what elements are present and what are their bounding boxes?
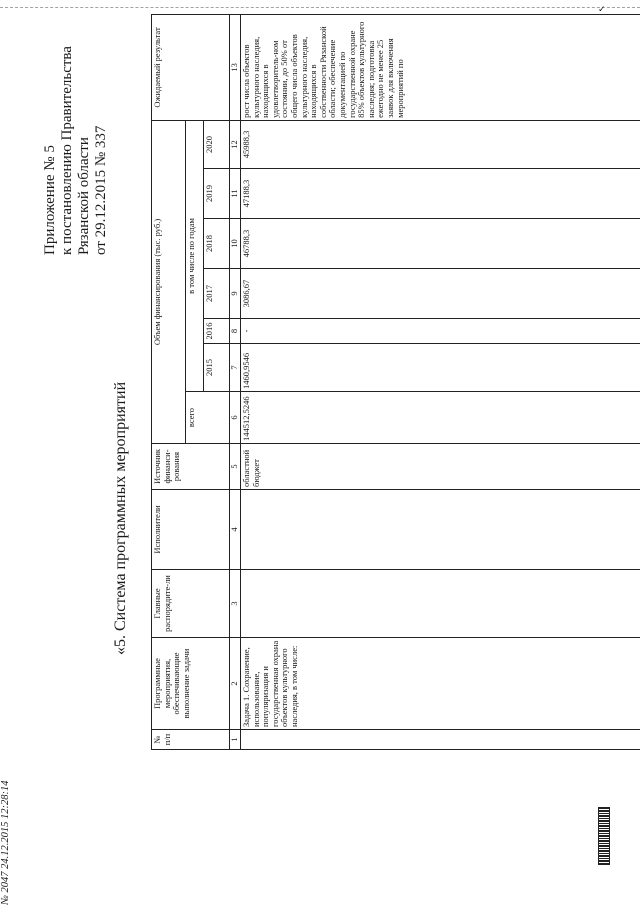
appendix-resolution: к постановлению Правительства — [59, 46, 75, 255]
row-2018: 46788,3 — [241, 219, 640, 269]
header-managers: Главные распорядите-ли — [152, 570, 230, 638]
header-year-2017: 2017 — [204, 269, 230, 319]
column-number: 5 — [230, 444, 241, 490]
column-number: 9 — [230, 269, 241, 319]
header-year-2020: 2020 — [204, 120, 230, 168]
column-number: 12 — [230, 120, 241, 168]
header-total: всего — [186, 392, 230, 444]
column-number: 7 — [230, 344, 241, 392]
header-financing: Объем финансирования (тыс. руб.) — [152, 120, 186, 443]
column-number: 1 — [230, 730, 241, 750]
column-number: 2 — [230, 638, 241, 730]
row-source: областной бюджет — [241, 444, 640, 490]
header-executors: Исполнители — [152, 490, 230, 570]
scan-mark: ✓ — [598, 4, 606, 14]
section-title: «5. Система программных мероприятий — [112, 381, 129, 655]
appendix-region: Рязанской области — [76, 137, 92, 255]
appendix-date: от 29.12.2015 № 337 — [93, 125, 109, 255]
row-total: 144512,5246 — [241, 392, 640, 444]
header-source: Источник финанси-рования — [152, 444, 230, 490]
header-year-2015: 2015 — [204, 344, 230, 392]
row-number — [241, 730, 640, 750]
header-year-2018: 2018 — [204, 219, 230, 269]
column-number: 11 — [230, 169, 241, 219]
row-2017: 3086,67 — [241, 269, 640, 319]
column-number: 3 — [230, 570, 241, 638]
row-managers — [241, 570, 640, 638]
column-number: 8 — [230, 319, 241, 344]
measures-table — [151, 14, 640, 750]
row-2016: - — [241, 319, 640, 344]
header-number: № п/п — [152, 730, 230, 750]
column-number: 10 — [230, 219, 241, 269]
header-by-years: в том числе по годам — [186, 120, 204, 391]
row-2015: 1460,9546 — [241, 344, 640, 392]
row-executors — [241, 490, 640, 570]
header-result: Ожидаемый результат — [152, 14, 230, 120]
barcode-stamp — [598, 807, 610, 865]
task-description: Задача 1. Сохранение, использование, популяризация и государственная охрана объектов культурного наследия, в том числе: — [241, 638, 640, 730]
column-numbers-row — [230, 14, 241, 749]
row-2019: 47188,3 — [241, 169, 640, 219]
column-number: 6 — [230, 392, 241, 444]
column-number: 13 — [230, 14, 241, 120]
registration-stamp: № 2047 24.12.2015 12:28:14 — [0, 780, 11, 905]
appendix-number: Приложение № 5 — [42, 145, 58, 255]
column-number: 4 — [230, 490, 241, 570]
appendix-header — [42, 5, 110, 255]
header-measures: Программные мероприятия, обеспечивающие выполнение задачи — [152, 638, 230, 730]
header-year-2019: 2019 — [204, 169, 230, 219]
row-result: рост числа объектов культурного наследия, находящихся в удовлетворитель-ном состоянии, до 50% от общего числа объектов культурного наследия, находящихся в собственности Рязанской области; обеспечение документацией по государственной охране 85% объектов культурного наследия; подготовка ежегодно не менее 25 заявок для включения мероприятий по — [241, 14, 640, 120]
table-row — [241, 14, 640, 749]
row-2020: 45988,3 — [241, 120, 640, 168]
header-year-2016: 2016 — [204, 319, 230, 344]
